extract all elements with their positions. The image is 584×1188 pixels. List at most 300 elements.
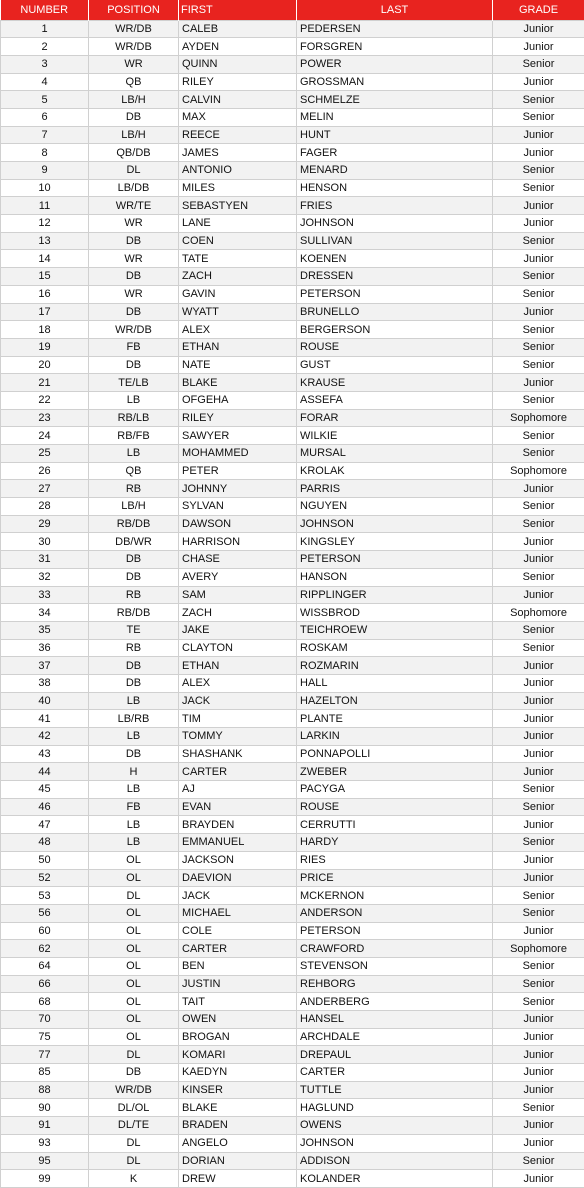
number-cell: 48 <box>1 834 89 852</box>
position-cell: WR <box>89 215 179 233</box>
number-cell: 40 <box>1 692 89 710</box>
number-cell: 23 <box>1 409 89 427</box>
first-name-cell: ZACH <box>179 268 297 286</box>
table-row <box>1 551 584 569</box>
last-name-cell: ASSEFA <box>297 391 493 409</box>
number-cell: 15 <box>1 268 89 286</box>
number-cell: 64 <box>1 957 89 975</box>
position-cell: QB <box>89 73 179 91</box>
table-row <box>1 763 584 781</box>
last-name-cell: KOENEN <box>297 250 493 268</box>
table-row <box>1 639 584 657</box>
number-cell: 46 <box>1 798 89 816</box>
last-name-cell: ANDERSON <box>297 904 493 922</box>
position-cell: OL <box>89 1011 179 1029</box>
position-cell: LB <box>89 781 179 799</box>
last-name-cell: FORAR <box>297 409 493 427</box>
number-cell: 19 <box>1 338 89 356</box>
last-name-cell: HUNT <box>297 126 493 144</box>
grade-cell: Senior <box>493 55 584 73</box>
first-name-cell: JACK <box>179 887 297 905</box>
first-name-cell: KINSER <box>179 1081 297 1099</box>
grade-cell: Senior <box>493 639 584 657</box>
number-cell: 56 <box>1 904 89 922</box>
number-cell: 47 <box>1 816 89 834</box>
position-cell: DL <box>89 1134 179 1152</box>
grade-cell: Senior <box>493 798 584 816</box>
table-row <box>1 285 584 303</box>
table-row <box>1 728 584 746</box>
table-row <box>1 816 584 834</box>
last-name-cell: PETERSON <box>297 922 493 940</box>
position-cell: DB/WR <box>89 533 179 551</box>
position-cell: QB <box>89 462 179 480</box>
roster-body <box>1 20 584 1187</box>
first-name-cell: WYATT <box>179 303 297 321</box>
number-cell: 3 <box>1 55 89 73</box>
last-name-cell: ROUSE <box>297 338 493 356</box>
table-row <box>1 268 584 286</box>
table-row <box>1 391 584 409</box>
table-row <box>1 480 584 498</box>
position-cell: DB <box>89 674 179 692</box>
table-row <box>1 851 584 869</box>
table-row <box>1 993 584 1011</box>
grade-cell: Sophomore <box>493 462 584 480</box>
grade-cell: Junior <box>493 480 584 498</box>
first-name-cell: COLE <box>179 922 297 940</box>
first-name-cell: TOMMY <box>179 728 297 746</box>
position-cell: LB <box>89 728 179 746</box>
position-cell: LB <box>89 445 179 463</box>
table-row <box>1 781 584 799</box>
table-row <box>1 904 584 922</box>
table-row <box>1 321 584 339</box>
first-name-cell: BLAKE <box>179 1099 297 1117</box>
last-name-cell: KOLANDER <box>297 1170 493 1188</box>
table-row <box>1 162 584 180</box>
grade-cell: Senior <box>493 268 584 286</box>
table-row <box>1 586 584 604</box>
table-row <box>1 957 584 975</box>
number-cell: 68 <box>1 993 89 1011</box>
first-name-cell: CALVIN <box>179 91 297 109</box>
grade-cell: Junior <box>493 745 584 763</box>
number-cell: 43 <box>1 745 89 763</box>
table-row <box>1 834 584 852</box>
first-name-cell: NATE <box>179 356 297 374</box>
first-name-cell: EVAN <box>179 798 297 816</box>
last-name-cell: HARDY <box>297 834 493 852</box>
position-cell: RB <box>89 639 179 657</box>
number-cell: 7 <box>1 126 89 144</box>
table-row <box>1 374 584 392</box>
last-name-cell: REHBORG <box>297 975 493 993</box>
grade-cell: Junior <box>493 20 584 38</box>
table-row <box>1 621 584 639</box>
grade-cell: Junior <box>493 303 584 321</box>
position-cell: DB <box>89 356 179 374</box>
first-name-cell: TATE <box>179 250 297 268</box>
table-row <box>1 1028 584 1046</box>
number-cell: 32 <box>1 568 89 586</box>
position-cell: DB <box>89 268 179 286</box>
position-cell: OL <box>89 922 179 940</box>
table-row <box>1 940 584 958</box>
grade-cell: Senior <box>493 568 584 586</box>
last-name-cell: HANSEL <box>297 1011 493 1029</box>
number-cell: 11 <box>1 197 89 215</box>
table-row <box>1 126 584 144</box>
last-name-cell: BRUNELLO <box>297 303 493 321</box>
first-name-cell: DORIAN <box>179 1152 297 1170</box>
grade-cell: Junior <box>493 1134 584 1152</box>
grade-cell: Senior <box>493 1099 584 1117</box>
number-cell: 38 <box>1 674 89 692</box>
grade-cell: Junior <box>493 1011 584 1029</box>
position-cell: RB <box>89 586 179 604</box>
table-row <box>1 232 584 250</box>
first-name-cell: RILEY <box>179 409 297 427</box>
first-name-cell: HARRISON <box>179 533 297 551</box>
last-name-cell: PARRIS <box>297 480 493 498</box>
table-row <box>1 1152 584 1170</box>
first-name-cell: PETER <box>179 462 297 480</box>
table-row <box>1 303 584 321</box>
table-row <box>1 1011 584 1029</box>
number-cell: 14 <box>1 250 89 268</box>
number-cell: 22 <box>1 391 89 409</box>
position-cell: OL <box>89 975 179 993</box>
last-name-cell: PETERSON <box>297 551 493 569</box>
grade-cell: Junior <box>493 869 584 887</box>
first-name-cell: OWEN <box>179 1011 297 1029</box>
position-cell: QB/DB <box>89 144 179 162</box>
number-cell: 85 <box>1 1064 89 1082</box>
position-cell: OL <box>89 940 179 958</box>
number-cell: 6 <box>1 108 89 126</box>
number-cell: 75 <box>1 1028 89 1046</box>
last-name-cell: ROSKAM <box>297 639 493 657</box>
grade-cell: Junior <box>493 374 584 392</box>
first-name-cell: TIM <box>179 710 297 728</box>
number-cell: 95 <box>1 1152 89 1170</box>
position-cell: LB <box>89 816 179 834</box>
grade-cell: Senior <box>493 975 584 993</box>
header-row <box>1 0 584 20</box>
grade-cell: Junior <box>493 1028 584 1046</box>
first-name-cell: ALEX <box>179 321 297 339</box>
table-row <box>1 975 584 993</box>
table-row <box>1 179 584 197</box>
position-cell: OL <box>89 904 179 922</box>
grade-cell: Senior <box>493 957 584 975</box>
last-name-cell: ADDISON <box>297 1152 493 1170</box>
first-name-cell: ETHAN <box>179 657 297 675</box>
first-name-cell: BRAYDEN <box>179 816 297 834</box>
position-cell: DB <box>89 551 179 569</box>
table-row <box>1 1170 584 1188</box>
grade-cell: Junior <box>493 1117 584 1135</box>
number-cell: 41 <box>1 710 89 728</box>
first-name-cell: ANGELO <box>179 1134 297 1152</box>
number-cell: 93 <box>1 1134 89 1152</box>
first-name-cell: KAEDYN <box>179 1064 297 1082</box>
last-name-cell: PLANTE <box>297 710 493 728</box>
last-name-cell: MELIN <box>297 108 493 126</box>
last-name-cell: HAGLUND <box>297 1099 493 1117</box>
number-cell: 99 <box>1 1170 89 1188</box>
grade-cell: Senior <box>493 887 584 905</box>
last-name-cell: CARTER <box>297 1064 493 1082</box>
last-name-cell: JOHNSON <box>297 215 493 233</box>
first-name-cell: JACKSON <box>179 851 297 869</box>
table-row <box>1 710 584 728</box>
grade-cell: Junior <box>493 586 584 604</box>
first-name-cell: DAEVION <box>179 869 297 887</box>
last-name-cell: HAZELTON <box>297 692 493 710</box>
grade-cell: Senior <box>493 108 584 126</box>
number-cell: 50 <box>1 851 89 869</box>
position-cell: WR/DB <box>89 20 179 38</box>
first-name-cell: SAM <box>179 586 297 604</box>
grade-cell: Junior <box>493 126 584 144</box>
position-cell: DL/OL <box>89 1099 179 1117</box>
first-name-cell: JACK <box>179 692 297 710</box>
first-name-cell: MICHAEL <box>179 904 297 922</box>
number-cell: 53 <box>1 887 89 905</box>
number-cell: 9 <box>1 162 89 180</box>
last-name-cell: ANDERBERG <box>297 993 493 1011</box>
table-row <box>1 604 584 622</box>
position-cell: LB/H <box>89 126 179 144</box>
position-cell: DL <box>89 162 179 180</box>
last-name-cell: PETERSON <box>297 285 493 303</box>
table-row <box>1 91 584 109</box>
grade-cell: Junior <box>493 250 584 268</box>
number-cell: 26 <box>1 462 89 480</box>
first-name-cell: SYLVAN <box>179 498 297 516</box>
first-name-cell: SEBASTYEN <box>179 197 297 215</box>
grade-cell: Junior <box>493 692 584 710</box>
position-cell: DL/TE <box>89 1117 179 1135</box>
table-row <box>1 533 584 551</box>
number-cell: 45 <box>1 781 89 799</box>
position-cell: RB/DB <box>89 515 179 533</box>
grade-cell: Junior <box>493 710 584 728</box>
last-name-cell: FRIES <box>297 197 493 215</box>
table-row <box>1 38 584 56</box>
grade-cell: Senior <box>493 356 584 374</box>
position-cell: DB <box>89 303 179 321</box>
table-row <box>1 1117 584 1135</box>
number-cell: 2 <box>1 38 89 56</box>
number-cell: 21 <box>1 374 89 392</box>
grade-cell: Senior <box>493 162 584 180</box>
position-cell: FB <box>89 798 179 816</box>
position-cell: OL <box>89 993 179 1011</box>
position-cell: RB/DB <box>89 604 179 622</box>
position-cell: DB <box>89 1064 179 1082</box>
grade-cell: Junior <box>493 851 584 869</box>
first-name-cell: CALEB <box>179 20 297 38</box>
last-name-cell: GUST <box>297 356 493 374</box>
first-name-cell: KOMARI <box>179 1046 297 1064</box>
position-cell: WR/DB <box>89 38 179 56</box>
grade-cell: Junior <box>493 144 584 162</box>
last-name-cell: TUTTLE <box>297 1081 493 1099</box>
grade-cell: Senior <box>493 498 584 516</box>
first-name-cell: MAX <box>179 108 297 126</box>
last-name-cell: WILKIE <box>297 427 493 445</box>
last-name-cell: SULLIVAN <box>297 232 493 250</box>
grade-cell: Junior <box>493 1081 584 1099</box>
grade-cell: Junior <box>493 73 584 91</box>
table-row <box>1 250 584 268</box>
number-cell: 4 <box>1 73 89 91</box>
number-cell: 25 <box>1 445 89 463</box>
number-cell: 70 <box>1 1011 89 1029</box>
last-name-cell: RIPPLINGER <box>297 586 493 604</box>
first-name-cell: CARTER <box>179 940 297 958</box>
position-cell: FB <box>89 338 179 356</box>
number-cell: 8 <box>1 144 89 162</box>
number-cell: 36 <box>1 639 89 657</box>
number-cell: 52 <box>1 869 89 887</box>
last-name-cell: JOHNSON <box>297 1134 493 1152</box>
first-name-cell: REECE <box>179 126 297 144</box>
table-row <box>1 409 584 427</box>
first-name-cell: BROGAN <box>179 1028 297 1046</box>
table-row <box>1 568 584 586</box>
grade-cell: Junior <box>493 922 584 940</box>
position-cell: WR/DB <box>89 321 179 339</box>
number-cell: 88 <box>1 1081 89 1099</box>
table-row <box>1 1081 584 1099</box>
last-name-cell: PEDERSEN <box>297 20 493 38</box>
grade-cell: Sophomore <box>493 604 584 622</box>
position-cell: WR <box>89 55 179 73</box>
grade-cell: Senior <box>493 515 584 533</box>
table-row <box>1 1134 584 1152</box>
position-cell: RB <box>89 480 179 498</box>
table-row <box>1 73 584 91</box>
position-cell: LB <box>89 692 179 710</box>
grade-cell: Junior <box>493 551 584 569</box>
last-name-cell: MENARD <box>297 162 493 180</box>
first-name-cell: JOHNNY <box>179 480 297 498</box>
last-name-cell: LARKIN <box>297 728 493 746</box>
table-row <box>1 887 584 905</box>
number-cell: 10 <box>1 179 89 197</box>
column-header-position: POSITION <box>89 0 179 20</box>
first-name-cell: ZACH <box>179 604 297 622</box>
first-name-cell: SHASHANK <box>179 745 297 763</box>
grade-cell: Junior <box>493 1046 584 1064</box>
grade-cell: Senior <box>493 321 584 339</box>
number-cell: 18 <box>1 321 89 339</box>
first-name-cell: BLAKE <box>179 374 297 392</box>
table-row <box>1 692 584 710</box>
roster-header <box>1 0 584 20</box>
position-cell: DB <box>89 568 179 586</box>
first-name-cell: LANE <box>179 215 297 233</box>
first-name-cell: JAMES <box>179 144 297 162</box>
position-cell: RB/FB <box>89 427 179 445</box>
last-name-cell: PONNAPOLLI <box>297 745 493 763</box>
last-name-cell: MCKERNON <box>297 887 493 905</box>
last-name-cell: KROLAK <box>297 462 493 480</box>
table-row <box>1 798 584 816</box>
position-cell: OL <box>89 957 179 975</box>
table-row <box>1 338 584 356</box>
position-cell: DB <box>89 232 179 250</box>
last-name-cell: NGUYEN <box>297 498 493 516</box>
first-name-cell: CARTER <box>179 763 297 781</box>
last-name-cell: TEICHROEW <box>297 621 493 639</box>
grade-cell: Junior <box>493 728 584 746</box>
first-name-cell: ALEX <box>179 674 297 692</box>
position-cell: DL <box>89 1046 179 1064</box>
position-cell: OL <box>89 869 179 887</box>
table-row <box>1 356 584 374</box>
grade-cell: Junior <box>493 816 584 834</box>
position-cell: OL <box>89 851 179 869</box>
number-cell: 27 <box>1 480 89 498</box>
last-name-cell: HENSON <box>297 179 493 197</box>
position-cell: WR/DB <box>89 1081 179 1099</box>
last-name-cell: WISSBROD <box>297 604 493 622</box>
last-name-cell: POWER <box>297 55 493 73</box>
first-name-cell: JUSTIN <box>179 975 297 993</box>
first-name-cell: BEN <box>179 957 297 975</box>
position-cell: TE <box>89 621 179 639</box>
number-cell: 30 <box>1 533 89 551</box>
table-row <box>1 20 584 38</box>
table-row <box>1 657 584 675</box>
grade-cell: Junior <box>493 1064 584 1082</box>
last-name-cell: FORSGREN <box>297 38 493 56</box>
last-name-cell: SCHMELZE <box>297 91 493 109</box>
first-name-cell: AYDEN <box>179 38 297 56</box>
position-cell: LB/DB <box>89 179 179 197</box>
number-cell: 42 <box>1 728 89 746</box>
number-cell: 90 <box>1 1099 89 1117</box>
first-name-cell: RILEY <box>179 73 297 91</box>
number-cell: 91 <box>1 1117 89 1135</box>
table-row <box>1 197 584 215</box>
position-cell: DL <box>89 887 179 905</box>
first-name-cell: DREW <box>179 1170 297 1188</box>
table-row <box>1 55 584 73</box>
grade-cell: Senior <box>493 621 584 639</box>
grade-cell: Senior <box>493 338 584 356</box>
last-name-cell: CERRUTTI <box>297 816 493 834</box>
table-row <box>1 1046 584 1064</box>
grade-cell: Junior <box>493 215 584 233</box>
last-name-cell: ROZMARIN <box>297 657 493 675</box>
first-name-cell: EMMANUEL <box>179 834 297 852</box>
number-cell: 31 <box>1 551 89 569</box>
number-cell: 66 <box>1 975 89 993</box>
position-cell: LB/RB <box>89 710 179 728</box>
number-cell: 62 <box>1 940 89 958</box>
number-cell: 12 <box>1 215 89 233</box>
grade-cell: Senior <box>493 904 584 922</box>
number-cell: 60 <box>1 922 89 940</box>
number-cell: 44 <box>1 763 89 781</box>
last-name-cell: ROUSE <box>297 798 493 816</box>
